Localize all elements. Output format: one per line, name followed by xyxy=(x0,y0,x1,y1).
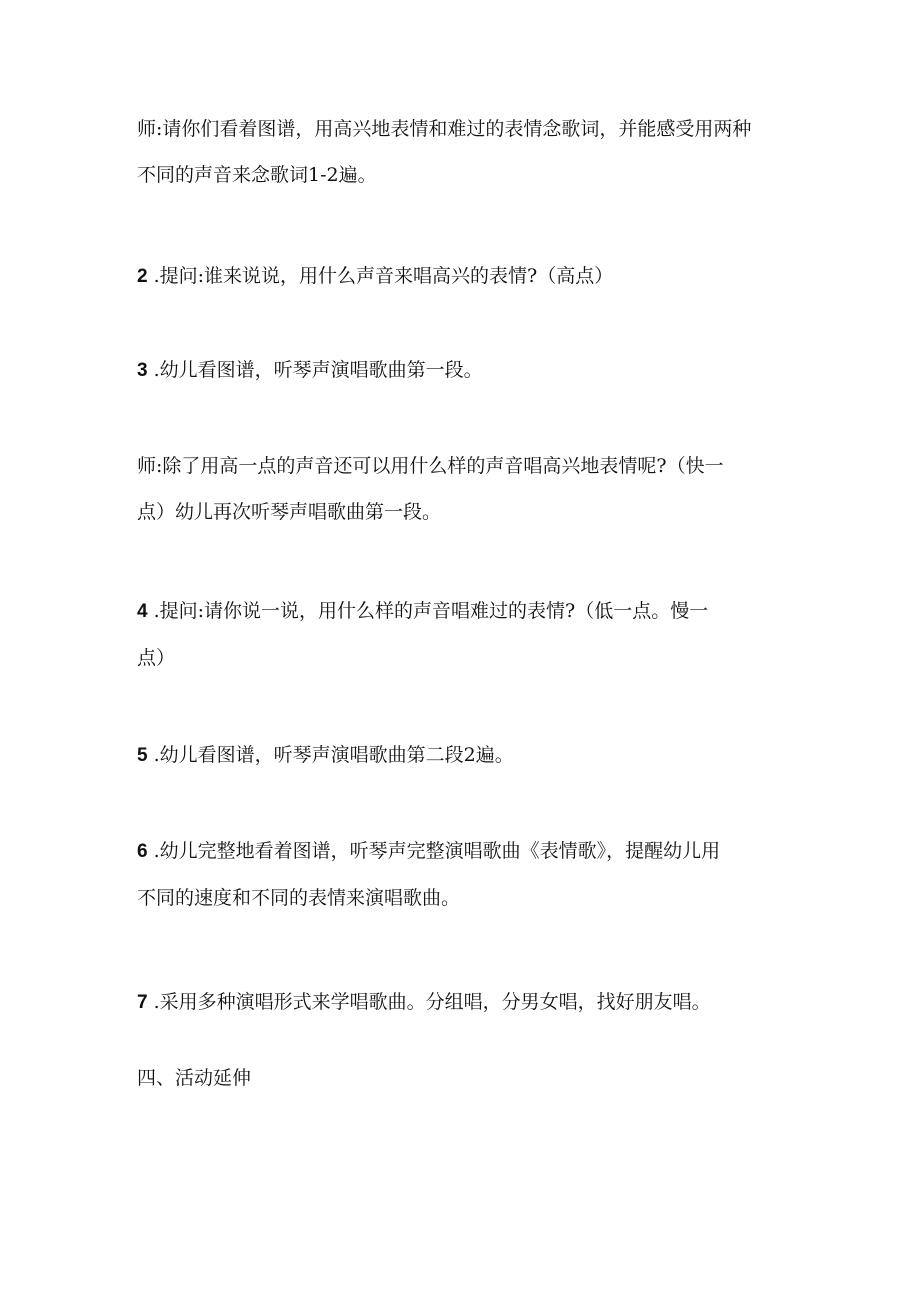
paragraph-teacher-instruction-2 xyxy=(137,443,787,535)
paragraph-step-4 xyxy=(137,588,787,681)
paragraph-teacher-instruction-1 xyxy=(137,106,787,198)
paragraph-step-5 xyxy=(137,732,787,779)
step-text: .幼儿看图谱，听琴声演唱歌曲第二段2遍。 xyxy=(147,744,514,766)
text-line xyxy=(137,979,787,1026)
step-number: 3 xyxy=(137,360,148,381)
step-text: .幼儿完整地看着图谱，听琴声完整演唱歌曲《表情歌》，提醒幼儿用 xyxy=(147,840,721,862)
text-line xyxy=(137,732,787,779)
paragraph-step-6 xyxy=(137,828,787,921)
text-line xyxy=(137,347,787,394)
heading-text: 四、活动延伸 xyxy=(137,1067,252,1089)
text-line xyxy=(137,828,787,875)
step-number: 5 xyxy=(137,745,148,766)
text-line: 点）幼儿再次听琴声唱歌曲第一段。 xyxy=(137,501,442,523)
paragraph-step-3 xyxy=(137,347,787,394)
text-line: 不同的速度和不同的表情来演唱歌曲。 xyxy=(137,887,461,909)
text-line: 师:请你们看着图谱，用高兴地表情和难过的表情念歌词，并能感受用两种 xyxy=(137,118,752,140)
step-number: 4 xyxy=(137,601,148,622)
step-number: 7 xyxy=(137,992,148,1013)
section-heading-activity-extension xyxy=(137,1055,787,1101)
text-line: 师:除了用高一点的声音还可以用什么样的声音唱高兴地表情呢?（快一 xyxy=(137,455,724,477)
text-line: 不同的声音来念歌词1-2遍。 xyxy=(137,164,377,186)
step-number: 6 xyxy=(137,841,148,862)
text-line xyxy=(137,253,787,300)
step-text: .采用多种演唱形式来学唱歌曲。分组唱，分男女唱，找好朋友唱。 xyxy=(147,991,711,1013)
text-line: 点） xyxy=(137,647,176,669)
step-text: .提问:谁来说说，用什么声音来唱高兴的表情?（高点） xyxy=(147,265,614,287)
paragraph-step-7 xyxy=(137,979,787,1026)
step-number: 2 xyxy=(137,266,148,287)
paragraph-step-2 xyxy=(137,253,787,300)
step-text: .提问:请你说一说，用什么样的声音唱难过的表情?（低一点。慢一 xyxy=(147,600,709,622)
step-text: .幼儿看图谱，听琴声演唱歌曲第一段。 xyxy=(147,359,483,381)
text-line xyxy=(137,588,787,635)
